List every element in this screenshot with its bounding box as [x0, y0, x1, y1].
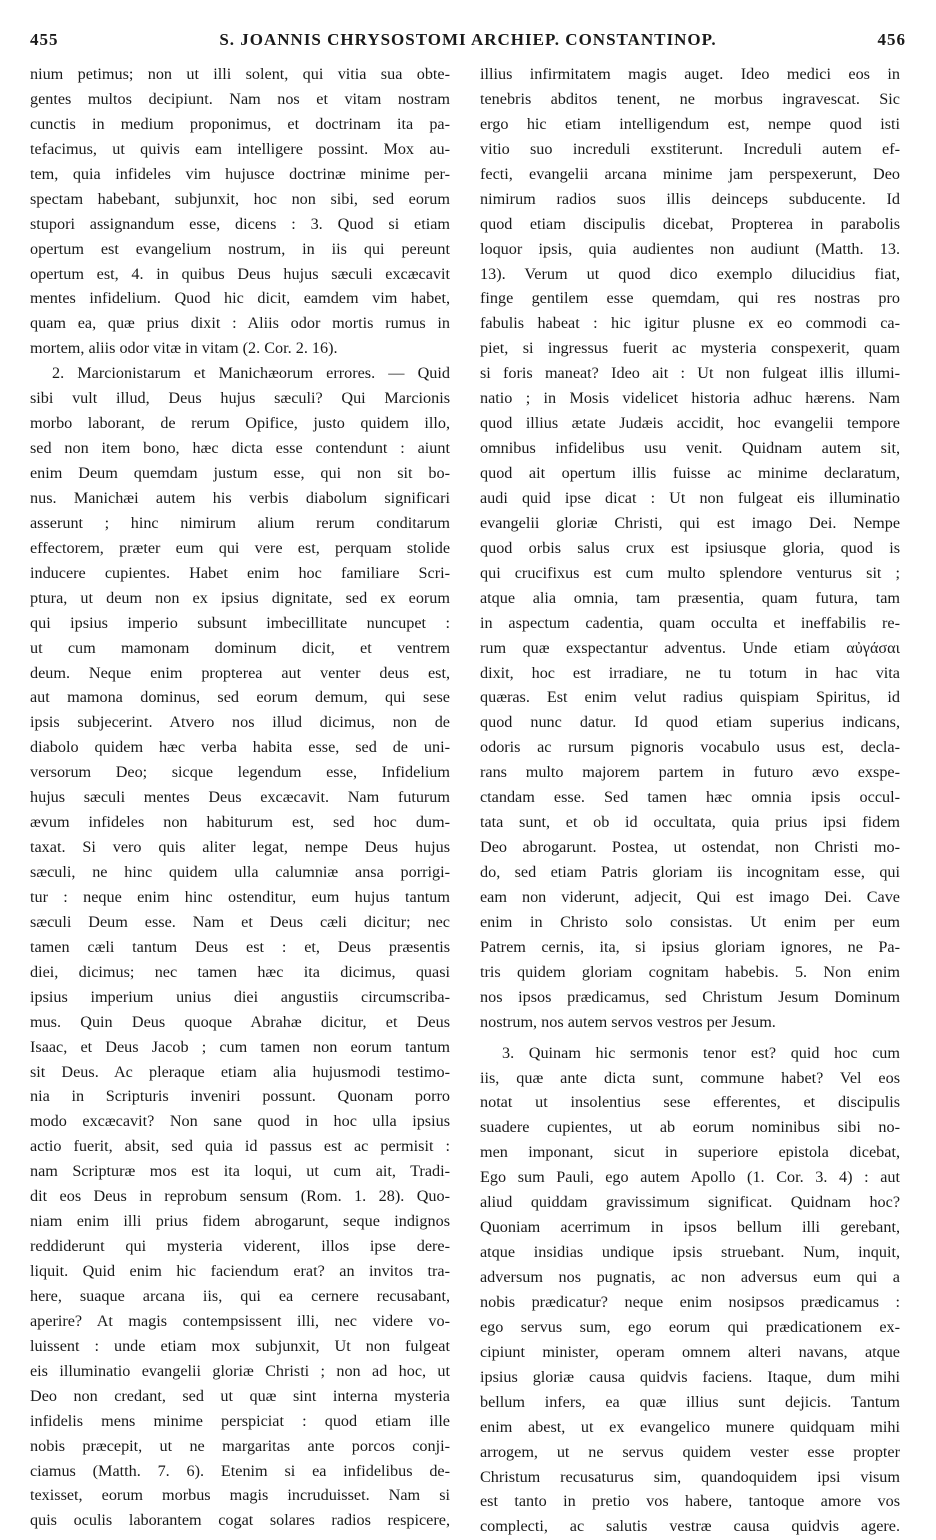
text-line: in aspectum cadentia, quam occulta et ineffabilis re-: [480, 613, 900, 632]
text-line: enim in Christo solo consistas. Ut enim per eum: [480, 912, 900, 931]
text-line: rans multo majorem partem in futuro ævo exspe-: [480, 763, 900, 782]
text-line: ævum infideles non habiturum est, sed hoc dum-: [30, 813, 450, 832]
running-title: S. JOANNIS CHRYSOSTOMI ARCHIEP. CONSTANTINOP.: [219, 30, 717, 49]
text-line: niam enim illi prius fidem abrogarunt, seque indignos: [30, 1212, 450, 1231]
text-line: quis oculis laborantem cogat solares radios respicere,: [30, 1511, 450, 1530]
page-number-right: 456: [877, 30, 906, 49]
text-line: est tanto in pretio vos habere, tantoque amore vos: [480, 1492, 900, 1511]
text-line: enim abest, ut ex evangelico munere quidquam mihi: [480, 1417, 900, 1436]
text-line: evangelii gloriæ Christi, qui est imago Dei. Nempe: [480, 513, 900, 532]
text-line: illius infirmitatem magis auget. Ideo medici eos in: [480, 65, 900, 83]
text-line: quod etiam discipulis dicebat, Propterea in parabolis: [480, 214, 900, 233]
text-line: actio fuerit, absit, sed quia id passus est ac permisit :: [30, 1137, 450, 1156]
text-line: loquor ipsis, quia audientes non audiunt (Matth. 13.: [480, 239, 900, 258]
text-line: effectorem, præter eum qui vere est, perquam stolide: [30, 538, 450, 557]
text-line: Patrem cernis, ita, si ipsius gloriam ignores, ne Pa-: [480, 937, 900, 956]
text-line: notat ut insolentius sese efferentes, et discipulis: [480, 1093, 900, 1112]
text-line: nobis præcepit, ut ne margaritas ante porcos conji-: [30, 1436, 450, 1455]
text-line: Ego sum Pauli, ego autem Apollo (1. Cor. 3. 4) : aut: [480, 1168, 900, 1187]
text-line: ptura, ut deum non ex ipsius dignitate, sed ex eorum: [30, 588, 450, 607]
text-line: 13). Verum ut quod dico exemplo dilucidius fiat,: [480, 264, 900, 283]
text-line: nium petimus; non ut illi solent, qui vitia sua obte-: [30, 65, 450, 83]
text-line: ciamus (Matth. 7. 6). Etenim si ea infidelibus de-: [30, 1461, 450, 1480]
text-line: dixit, hoc est irradiare, ne tu totum in hac vita: [480, 663, 900, 682]
text-line: liquit. Quid enim hic faciendum erat? an invitos tra-: [30, 1262, 450, 1280]
text-line: tem, quia infideles vim hujusce doctrinæ minime per-: [30, 164, 450, 183]
text-line: arrogem, ut ne servus quidem vester esse propter: [480, 1442, 900, 1461]
text-line: tris quidem gloriam cognitam habebis. 5. Non enim: [480, 962, 900, 981]
text-line: infidelis mens minime perspiciat : quod etiam ille: [30, 1411, 450, 1430]
text-line: ergo hic etiam intelligendum est, nempe quod isti: [480, 114, 900, 133]
text-line: dit eos Deus in reprobum sensum (Rom. 1. 28). Quo-: [30, 1187, 450, 1206]
text-line: cipiunt minister, operam omnem alteri navans, atque: [480, 1342, 900, 1361]
text-line: iis, quæ ante dicta sunt, commune habet? Vel eos: [480, 1068, 900, 1087]
text-line: atque alia omnia, tam præsentia, quam futura, tam: [480, 588, 900, 607]
text-line: versorum Deo; sicque legendum esse, Infidelium: [30, 763, 450, 782]
text-line: omnibus infidelibus usu venit. Quidnam autem sit,: [480, 439, 900, 458]
text-line: aperire? At magis contempsissent illi, nec videre vo-: [30, 1311, 450, 1330]
text-line: nam Scripturæ mos est ita loqui, ut cum ait, Tradi-: [30, 1162, 450, 1181]
text-line: Deo abrogarunt. Postea, ut ostendat, non Christi mo-: [480, 838, 900, 857]
text-line: cunctis in medium proponimus, et doctrinam ita pa-: [30, 114, 450, 133]
text-line: gentes multos decipiunt. Nam nos et vitam nostram: [30, 89, 450, 108]
text-line: ipsius imperium unius diei angustiis circumscriba-: [30, 987, 450, 1006]
text-line: Deo non credant, sed ut quæ sint interna mysteria: [30, 1386, 450, 1405]
text-line: do, sed etiam Patris gloriam iis incognitam esse, qui: [480, 863, 900, 881]
text-line: nus. Manichæi autem his verbis diabolum significari: [30, 488, 450, 507]
text-line: eam non viderunt, adjecit, Qui est imago Dei. Cave: [480, 887, 900, 906]
text-line: men imponant, sicut in superiore epistola dicebat,: [480, 1143, 900, 1162]
running-header: [30, 30, 906, 60]
text-line: sed non item bono, hæc dicta esse contendunt : aiunt: [30, 439, 450, 458]
text-line: quæras. Est enim velut radius quispiam Spiritus, id: [480, 688, 900, 707]
text-line: Isaac, et Deus Jacob ; cum tamen non eorum tantum: [30, 1037, 450, 1056]
text-line: modo excæcavit? Non sane quod in hoc ulla ipsius: [30, 1112, 450, 1131]
text-line: sæculi Deum esse. Nam et Deus cæli dicitur; nec: [30, 912, 450, 931]
text-line: nimirum radios suos illis deinceps subducente. Id: [480, 189, 900, 208]
text-line: hujus sæculi mentes Deus excæcavit. Nam futurum: [30, 788, 450, 807]
right-column: [480, 62, 900, 1539]
text-line: eis illuminatio evangelii gloriæ Christi ; non ad hoc, ut: [30, 1361, 450, 1380]
text-line: inducere cupientes. Habet enim hoc familiare Scri-: [30, 563, 450, 582]
text-line: quod nunc datur. Id quod etiam superius indicans,: [480, 713, 900, 732]
text-line: quod ait opertum illis fuisse ac minime declaratum,: [480, 464, 900, 482]
text-line: here, suaque arcana iis, qui ea cernere recusabant,: [30, 1286, 450, 1305]
text-line: odoris ac rursum pignoris vocabulo usus est, decla-: [480, 738, 900, 757]
text-line: natio ; in Mosis videlicet historia adhuc hærens. Nam: [480, 389, 900, 408]
text-line: quod illius ætate Judæis accidit, hoc evangelii tempore: [480, 414, 900, 433]
text-line: sit Deus. Ac pleraque etiam alia hujusmodi testimo-: [30, 1062, 450, 1081]
text-line: luissent : unde etiam mox subjunxit, Ut non fulgeat: [30, 1336, 450, 1355]
text-line: sæculi, ne hinc quidem ulla calumniæ ansa porrigi-: [30, 863, 450, 881]
text-line: Quoniam acerrimum in ipsos bellum illi gerebant,: [480, 1218, 900, 1237]
text-line: opertum est evangelium nostrum, in iis qui pereunt: [30, 239, 450, 258]
text-line: fabulis habeat : hic igitur plusne ex eo commodi ca-: [480, 314, 900, 333]
text-line: tenebris abditos tenent, ne morbus ingravescat. Sic: [480, 89, 900, 108]
text-line: 3. Quinam hic sermonis tenor est? quid hoc cum: [502, 1043, 900, 1062]
text-line: ipsis subjecerint. Atvero nos illud dicimus, non de: [30, 713, 450, 732]
text-line: complecti, ac salutis vestræ causa quidvis agere.: [480, 1517, 900, 1536]
left-column: [30, 62, 450, 1533]
text-line: morbo laborant, de rerum Opifice, justo quidem illo,: [30, 414, 450, 433]
text-line: tamen cæli tantum Deus est : et, Deus præsentis: [30, 937, 450, 956]
text-line: mentes infidelium. Quod hic dicit, eamdem vim habet,: [30, 289, 450, 308]
text-line: ipsius gloriæ causa quidvis faciens. Itaque, dum mihi: [480, 1367, 900, 1386]
text-line: nostrum, nos autem servos vestros per Jesum.: [480, 1012, 776, 1031]
text-line: diabolo quidem hæc verba habita esse, sed de uni-: [30, 738, 450, 757]
text-line: taxat. Si vero quis aliter legat, nempe Deus hujus: [30, 838, 450, 857]
text-line: asserunt ; hinc nimirum alium rerum conditarum: [30, 513, 450, 532]
text-line: tefacimus, ut quivis eam intelligere possint. Mox au-: [30, 139, 450, 158]
text-line: quod orbis salus crux est ipsiusque gloria, quod is: [480, 538, 900, 557]
text-line: ctandam esse. Sed tamen hæc omnia ipsis occul-: [480, 788, 900, 807]
text-line: vitio suo increduli exstiterunt. Increduli autem ef-: [480, 139, 900, 158]
text-line: aliud quiddam gravissimum significat. Quidnam hoc?: [480, 1193, 900, 1212]
text-line: stupori assignandum esse, dicens : 3. Quod si etiam: [30, 214, 450, 233]
text-line: bellum infers, ea quæ illius sunt dejicis. Tantum: [480, 1392, 900, 1411]
text-line: ego servus sum, ego eorum qui prædicationem ex-: [480, 1317, 900, 1336]
text-line: nos ipsos prædicamus, sed Christum Jesum Dominum: [480, 987, 900, 1006]
text-line: spectam habebant, subjunxit, hoc non sibi, sed eorum: [30, 189, 450, 208]
text-line: si foris maneat? Ideo ait : Ut non fulgeat illis illumi-: [480, 364, 900, 383]
text-line: diei, dicimus; nec tamen hæc ita dicimus, quasi: [30, 962, 450, 981]
text-line: qui ipsius imperio subsunt imbecillitate nuncupet :: [30, 613, 450, 632]
text-line: nia in Scripturis inveniri possunt. Quonam porro: [30, 1087, 450, 1106]
text-line: suadere cupientes, ut ab eorum nominibus sibi no-: [480, 1118, 900, 1137]
text-line: aut mamona dominus, sed eorum demum, qui sese: [30, 688, 450, 707]
page-number-left: 455: [30, 30, 59, 49]
text-line: mus. Quin Deus quoque Abrahæ dicitur, et Deus: [30, 1012, 450, 1031]
text-line: audi quid ipse dicat : Ut non fulgeat eis illuminatio: [480, 488, 900, 507]
text-line: 2. Marcionistarum et Manichæorum errores. — Quid: [52, 364, 450, 383]
text-line: nobis prædicatur? neque enim nosipsos prædicamus :: [480, 1292, 900, 1311]
text-line: mortem, aliis odor vitæ in vitam (2. Cor. 2. 16).: [30, 339, 338, 358]
text-line: texisset, eorum morbus magis incruduisset. Nam si: [30, 1486, 450, 1505]
text-line: atque insidias undique ipsis struebant. Num, inquit,: [480, 1243, 900, 1262]
text-line: piet, si ingressus fuerit ac mysteria conspexerit, quam: [480, 339, 900, 358]
text-line: quam ea, quæ prius dixit : Aliis odor mortis rumus in: [30, 314, 450, 333]
text-line: tata sunt, et ob id occultata, quia prius ipsi fidem: [480, 813, 900, 832]
text-line: deum. Neque enim propterea aut venter deus est,: [30, 663, 450, 682]
text-line: enim Deum quemdam justum esse, qui non sit bo-: [30, 464, 450, 482]
text-line: ut cum mamonam dominum dicit, et ventrem: [30, 638, 450, 657]
text-line: Christum recusaturus sim, quandoquidem ipsi visum: [480, 1467, 900, 1486]
text-line: tur : neque enim hinc ostenditur, eum hujus tantum: [30, 887, 450, 906]
text-line: rum quæ exspectantur adventus. Unde etiam αὐγάσαι: [480, 638, 900, 657]
text-line: adversum nos pugnatis, ac non adversus eum qui a: [480, 1268, 900, 1286]
text-line: sibi vult illud, Deus hujus sæculi? Qui Marcionis: [30, 389, 450, 408]
text-line: reddiderunt qui mysteria viderent, illos ipse dere-: [30, 1237, 450, 1256]
text-line: finge gentilem esse quemdam, qui res nostras pro: [480, 289, 900, 308]
text-line: qui crucifixus est cum multo splendore venturus sit ;: [480, 563, 900, 582]
text-line: fecti, evangelii arcana minime jam perspexerunt, Deo: [480, 164, 900, 183]
text-line: opertum est, 4. in quibus Deus hujus sæculi excæcavit: [30, 264, 450, 283]
